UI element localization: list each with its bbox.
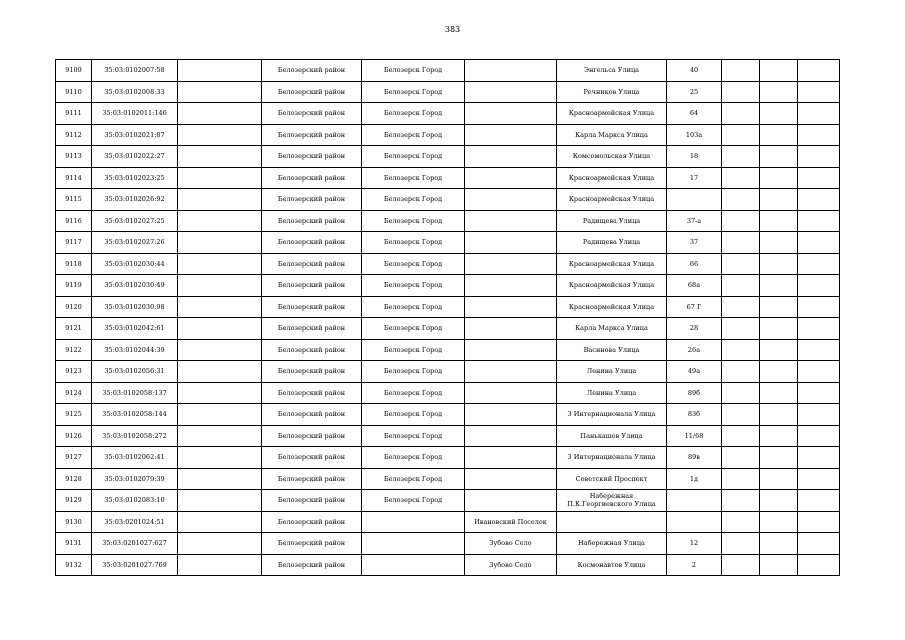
- cadastral-number: 35:03:0102030:98: [92, 296, 178, 318]
- street: Карла Маркса Улица: [557, 318, 667, 340]
- house-number: 89в: [667, 447, 722, 469]
- extra-cell-3: [798, 103, 840, 125]
- row-number: 9116: [56, 210, 92, 232]
- street: 3 Интернационала Улица: [557, 404, 667, 426]
- cadastral-number: 35:03:0102011:146: [92, 103, 178, 125]
- row-number: 9129: [56, 490, 92, 512]
- extra-cell-1: [722, 296, 760, 318]
- house-number: 89б: [667, 382, 722, 404]
- row-number: 9119: [56, 275, 92, 297]
- row-number: 9111: [56, 103, 92, 125]
- row-number: 9132: [56, 554, 92, 576]
- street: Ленина Улица: [557, 361, 667, 383]
- street: Набережная П.К.Георгиевского Улица: [557, 490, 667, 512]
- extra-cell-3: [798, 253, 840, 275]
- extra-cell-1: [722, 275, 760, 297]
- district: Белозерский район: [262, 103, 362, 125]
- district: Белозерский район: [262, 425, 362, 447]
- blank-cell: [178, 296, 262, 318]
- settlement: Ивановский Поселок: [465, 511, 557, 533]
- extra-cell-2: [760, 103, 798, 125]
- settlement: [465, 382, 557, 404]
- settlement: [465, 468, 557, 490]
- extra-cell-1: [722, 382, 760, 404]
- table-row: [56, 554, 840, 576]
- extra-cell-1: [722, 189, 760, 211]
- house-number: 103а: [667, 124, 722, 146]
- district: Белозерский район: [262, 60, 362, 82]
- street: Красноармейская Улица: [557, 275, 667, 297]
- district: Белозерский район: [262, 554, 362, 576]
- settlement: [465, 275, 557, 297]
- street: Советский Проспект: [557, 468, 667, 490]
- house-number: 64: [667, 103, 722, 125]
- city: Белозерск Город: [362, 167, 465, 189]
- settlement: [465, 124, 557, 146]
- cadastral-number: 35:03:0201027:769: [92, 554, 178, 576]
- extra-cell-1: [722, 425, 760, 447]
- page-number: 383: [444, 25, 461, 34]
- extra-cell-1: [722, 511, 760, 533]
- cadastral-number: 35:03:0102030:49: [92, 275, 178, 297]
- table-row: [56, 318, 840, 340]
- extra-cell-3: [798, 490, 840, 512]
- district: Белозерский район: [262, 339, 362, 361]
- house-number: 26а: [667, 339, 722, 361]
- blank-cell: [178, 318, 262, 340]
- cadastral-number: 35:03:0102007:58: [92, 60, 178, 82]
- row-number: 9113: [56, 146, 92, 168]
- extra-cell-1: [722, 60, 760, 82]
- table-row: [56, 361, 840, 383]
- blank-cell: [178, 533, 262, 555]
- table-row: [56, 60, 840, 82]
- table-row: [56, 339, 840, 361]
- cadastral-number: 35:03:0102058:272: [92, 425, 178, 447]
- cadastral-number: 35:03:0102058:144: [92, 404, 178, 426]
- district: Белозерский район: [262, 253, 362, 275]
- extra-cell-2: [760, 554, 798, 576]
- extra-cell-2: [760, 146, 798, 168]
- extra-cell-2: [760, 232, 798, 254]
- extra-cell-3: [798, 468, 840, 490]
- cadastral-number: 35:03:0102062:41: [92, 447, 178, 469]
- settlement: [465, 60, 557, 82]
- district: Белозерский район: [262, 533, 362, 555]
- cadastral-number: 35:03:0102056:31: [92, 361, 178, 383]
- row-number: 9121: [56, 318, 92, 340]
- extra-cell-3: [798, 167, 840, 189]
- extra-cell-1: [722, 167, 760, 189]
- row-number: 9123: [56, 361, 92, 383]
- row-number: 9126: [56, 425, 92, 447]
- extra-cell-2: [760, 318, 798, 340]
- extra-cell-1: [722, 554, 760, 576]
- table-row: [56, 490, 840, 512]
- city: Белозерск Город: [362, 447, 465, 469]
- blank-cell: [178, 468, 262, 490]
- blank-cell: [178, 404, 262, 426]
- blank-cell: [178, 253, 262, 275]
- row-number: 9110: [56, 81, 92, 103]
- street: Красноармейская Улица: [557, 296, 667, 318]
- extra-cell-1: [722, 490, 760, 512]
- extra-cell-2: [760, 189, 798, 211]
- house-number: [667, 490, 722, 512]
- registry-rows: [56, 60, 840, 576]
- table-row: [56, 404, 840, 426]
- extra-cell-3: [798, 318, 840, 340]
- blank-cell: [178, 167, 262, 189]
- row-number: 9118: [56, 253, 92, 275]
- extra-cell-3: [798, 124, 840, 146]
- cadastral-number: 35:03:0102030:44: [92, 253, 178, 275]
- settlement: [465, 167, 557, 189]
- city: Белозерск Город: [362, 296, 465, 318]
- settlement: [465, 253, 557, 275]
- row-number: 9130: [56, 511, 92, 533]
- street: 3 Интернационала Улица: [557, 447, 667, 469]
- district: Белозерский район: [262, 189, 362, 211]
- row-number: 9114: [56, 167, 92, 189]
- district: Белозерский район: [262, 468, 362, 490]
- extra-cell-2: [760, 490, 798, 512]
- blank-cell: [178, 124, 262, 146]
- table-row: [56, 511, 840, 533]
- extra-cell-3: [798, 296, 840, 318]
- extra-cell-3: [798, 511, 840, 533]
- house-number: 40: [667, 60, 722, 82]
- blank-cell: [178, 490, 262, 512]
- city: [362, 554, 465, 576]
- table-row: [56, 425, 840, 447]
- house-number: 17: [667, 167, 722, 189]
- extra-cell-3: [798, 81, 840, 103]
- street: Красноармейская Улица: [557, 167, 667, 189]
- extra-cell-2: [760, 167, 798, 189]
- blank-cell: [178, 81, 262, 103]
- extra-cell-3: [798, 447, 840, 469]
- house-number: 67 Г: [667, 296, 722, 318]
- blank-cell: [178, 103, 262, 125]
- city: Белозерск Город: [362, 103, 465, 125]
- table-row: [56, 210, 840, 232]
- street: Энгельса Улица: [557, 60, 667, 82]
- extra-cell-2: [760, 81, 798, 103]
- district: Белозерский район: [262, 124, 362, 146]
- settlement: [465, 318, 557, 340]
- city: Белозерск Город: [362, 81, 465, 103]
- blank-cell: [178, 189, 262, 211]
- row-number: 9117: [56, 232, 92, 254]
- city: Белозерск Город: [362, 60, 465, 82]
- street: Космонавтов Улица: [557, 554, 667, 576]
- district: Белозерский район: [262, 318, 362, 340]
- table-row: [56, 275, 840, 297]
- district: Белозерский район: [262, 275, 362, 297]
- street: Красноармейская Улица: [557, 253, 667, 275]
- city: Белозерск Город: [362, 468, 465, 490]
- district: Белозерский район: [262, 382, 362, 404]
- row-number: 9128: [56, 468, 92, 490]
- settlement: [465, 296, 557, 318]
- city: [362, 533, 465, 555]
- extra-cell-2: [760, 275, 798, 297]
- settlement: [465, 404, 557, 426]
- settlement: [465, 490, 557, 512]
- table-row: [56, 382, 840, 404]
- city: [362, 511, 465, 533]
- extra-cell-1: [722, 339, 760, 361]
- cadastral-number: 35:03:0102008:33: [92, 81, 178, 103]
- extra-cell-1: [722, 361, 760, 383]
- district: Белозерский район: [262, 447, 362, 469]
- city: Белозерск Город: [362, 425, 465, 447]
- settlement: [465, 189, 557, 211]
- street: [557, 511, 667, 533]
- house-number: 2: [667, 554, 722, 576]
- cadastral-number: 35:03:0102058:137: [92, 382, 178, 404]
- city: Белозерск Город: [362, 361, 465, 383]
- city: Белозерск Город: [362, 253, 465, 275]
- street: Красноармейская Улица: [557, 189, 667, 211]
- blank-cell: [178, 146, 262, 168]
- extra-cell-2: [760, 468, 798, 490]
- row-number: 9115: [56, 189, 92, 211]
- house-number: [667, 511, 722, 533]
- registry-table: [55, 59, 840, 576]
- extra-cell-1: [722, 81, 760, 103]
- district: Белозерский район: [262, 81, 362, 103]
- house-number: 11/68: [667, 425, 722, 447]
- house-number: 18: [667, 146, 722, 168]
- settlement: [465, 339, 557, 361]
- house-number: 37-а: [667, 210, 722, 232]
- city: Белозерск Город: [362, 124, 465, 146]
- settlement: [465, 232, 557, 254]
- district: Белозерский район: [262, 146, 362, 168]
- table-row: [56, 81, 840, 103]
- cadastral-number: 35:03:0102022:27: [92, 146, 178, 168]
- house-number: 49а: [667, 361, 722, 383]
- district: Белозерский район: [262, 361, 362, 383]
- extra-cell-3: [798, 232, 840, 254]
- settlement: [465, 103, 557, 125]
- city: Белозерск Город: [362, 275, 465, 297]
- table-row: [56, 167, 840, 189]
- cadastral-number: 35:03:0201027:627: [92, 533, 178, 555]
- street: Радищева Улица: [557, 210, 667, 232]
- extra-cell-1: [722, 404, 760, 426]
- row-number: 9122: [56, 339, 92, 361]
- district: Белозерский район: [262, 511, 362, 533]
- settlement: [465, 81, 557, 103]
- table-row: [56, 103, 840, 125]
- extra-cell-1: [722, 103, 760, 125]
- street: Васинова Улица: [557, 339, 667, 361]
- cadastral-number: 35:03:0102021:87: [92, 124, 178, 146]
- extra-cell-2: [760, 210, 798, 232]
- settlement: Зубово Село: [465, 533, 557, 555]
- extra-cell-3: [798, 189, 840, 211]
- blank-cell: [178, 275, 262, 297]
- extra-cell-3: [798, 275, 840, 297]
- extra-cell-3: [798, 210, 840, 232]
- extra-cell-1: [722, 447, 760, 469]
- extra-cell-3: [798, 554, 840, 576]
- house-number: 68а: [667, 275, 722, 297]
- street: Набережная Улица: [557, 533, 667, 555]
- settlement: [465, 210, 557, 232]
- city: Белозерск Город: [362, 404, 465, 426]
- extra-cell-2: [760, 361, 798, 383]
- house-number: 1д: [667, 468, 722, 490]
- table-row: [56, 232, 840, 254]
- extra-cell-1: [722, 533, 760, 555]
- city: Белозерск Город: [362, 318, 465, 340]
- city: Белозерск Город: [362, 382, 465, 404]
- extra-cell-3: [798, 146, 840, 168]
- row-number: 9124: [56, 382, 92, 404]
- blank-cell: [178, 60, 262, 82]
- blank-cell: [178, 232, 262, 254]
- cadastral-number: 35:03:0102027:25: [92, 210, 178, 232]
- extra-cell-3: [798, 339, 840, 361]
- table-row: [56, 253, 840, 275]
- street: Ленина Улица: [557, 382, 667, 404]
- extra-cell-2: [760, 339, 798, 361]
- extra-cell-3: [798, 60, 840, 82]
- cadastral-number: 35:03:0102027:26: [92, 232, 178, 254]
- table-row: [56, 533, 840, 555]
- blank-cell: [178, 382, 262, 404]
- extra-cell-1: [722, 146, 760, 168]
- row-number: 9109: [56, 60, 92, 82]
- blank-cell: [178, 339, 262, 361]
- extra-cell-1: [722, 232, 760, 254]
- city: Белозерск Город: [362, 146, 465, 168]
- street: Комсомольская Улица: [557, 146, 667, 168]
- extra-cell-2: [760, 447, 798, 469]
- settlement: [465, 361, 557, 383]
- settlement: Зубово Село: [465, 554, 557, 576]
- city: Белозерск Город: [362, 210, 465, 232]
- extra-cell-1: [722, 468, 760, 490]
- row-number: 9125: [56, 404, 92, 426]
- cadastral-number: 35:03:0102079:39: [92, 468, 178, 490]
- table-row: [56, 468, 840, 490]
- row-number: 9112: [56, 124, 92, 146]
- extra-cell-2: [760, 253, 798, 275]
- house-number: 25: [667, 81, 722, 103]
- extra-cell-2: [760, 60, 798, 82]
- house-number: 28: [667, 318, 722, 340]
- street: Речников Улица: [557, 81, 667, 103]
- district: Белозерский район: [262, 232, 362, 254]
- extra-cell-2: [760, 124, 798, 146]
- extra-cell-3: [798, 382, 840, 404]
- city: Белозерск Город: [362, 232, 465, 254]
- cadastral-number: 35:03:0102042:61: [92, 318, 178, 340]
- cadastral-number: 35:03:0102044:39: [92, 339, 178, 361]
- table-row: [56, 146, 840, 168]
- extra-cell-3: [798, 404, 840, 426]
- city: Белозерск Город: [362, 189, 465, 211]
- city: Белозерск Город: [362, 339, 465, 361]
- house-number: 37: [667, 232, 722, 254]
- blank-cell: [178, 447, 262, 469]
- blank-cell: [178, 210, 262, 232]
- row-number: 9131: [56, 533, 92, 555]
- district: Белозерский район: [262, 404, 362, 426]
- house-number: 83б: [667, 404, 722, 426]
- house-number: [667, 189, 722, 211]
- blank-cell: [178, 511, 262, 533]
- extra-cell-1: [722, 124, 760, 146]
- street: Красноармейская Улица: [557, 103, 667, 125]
- city: Белозерск Город: [362, 490, 465, 512]
- street: Карла Маркса Улица: [557, 124, 667, 146]
- cadastral-number: 35:03:0102023:25: [92, 167, 178, 189]
- table-row: [56, 124, 840, 146]
- row-number: 9127: [56, 447, 92, 469]
- table-row: [56, 447, 840, 469]
- settlement: [465, 447, 557, 469]
- extra-cell-3: [798, 425, 840, 447]
- cadastral-number: 35:03:0102083:10: [92, 490, 178, 512]
- extra-cell-2: [760, 382, 798, 404]
- table-row: [56, 296, 840, 318]
- settlement: [465, 146, 557, 168]
- district: Белозерский район: [262, 490, 362, 512]
- cadastral-number: 35:03:0102026:92: [92, 189, 178, 211]
- district: Белозерский район: [262, 296, 362, 318]
- extra-cell-2: [760, 425, 798, 447]
- blank-cell: [178, 554, 262, 576]
- blank-cell: [178, 425, 262, 447]
- street: Радищева Улица: [557, 232, 667, 254]
- extra-cell-3: [798, 361, 840, 383]
- house-number: 66: [667, 253, 722, 275]
- extra-cell-3: [798, 533, 840, 555]
- extra-cell-2: [760, 511, 798, 533]
- blank-cell: [178, 361, 262, 383]
- extra-cell-2: [760, 404, 798, 426]
- extra-cell-1: [722, 318, 760, 340]
- extra-cell-1: [722, 253, 760, 275]
- district: Белозерский район: [262, 167, 362, 189]
- house-number: 12: [667, 533, 722, 555]
- extra-cell-2: [760, 533, 798, 555]
- district: Белозерский район: [262, 210, 362, 232]
- street: Панькашев Улица: [557, 425, 667, 447]
- settlement: [465, 425, 557, 447]
- cadastral-number: 35:03:0201024:51: [92, 511, 178, 533]
- row-number: 9120: [56, 296, 92, 318]
- extra-cell-2: [760, 296, 798, 318]
- table-row: [56, 189, 840, 211]
- extra-cell-1: [722, 210, 760, 232]
